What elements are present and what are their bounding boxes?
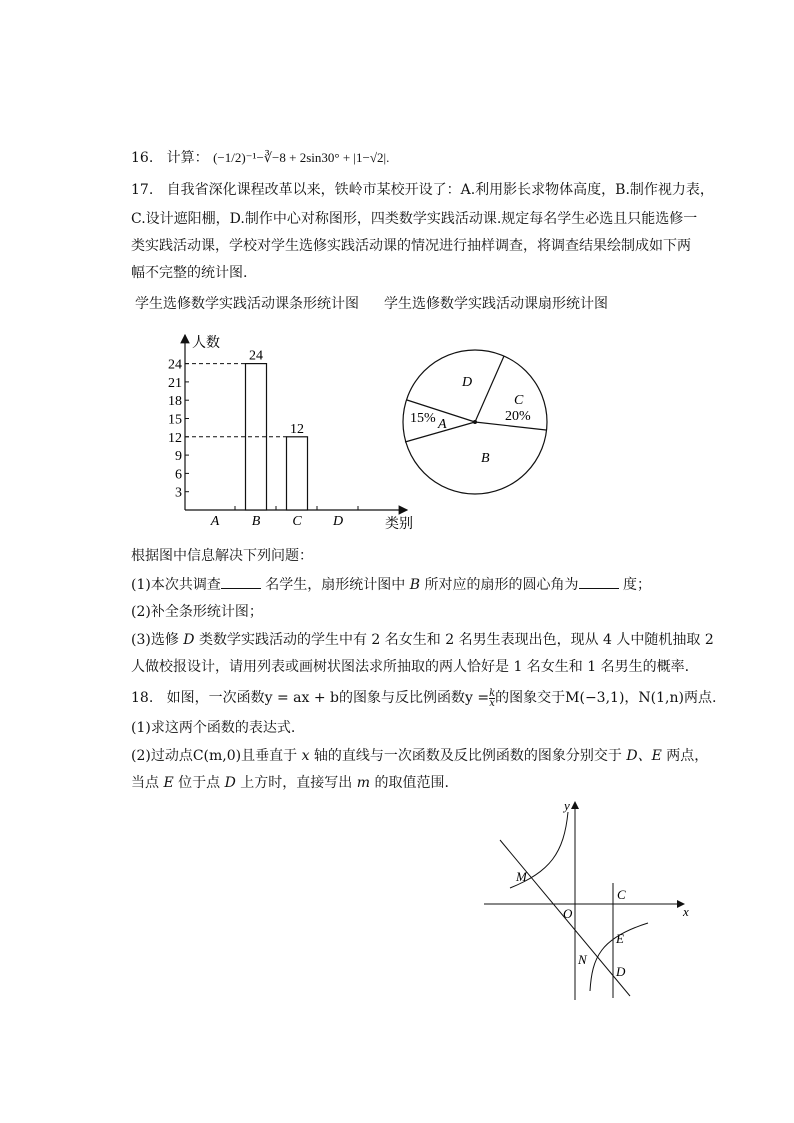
q17-sub3-a: (3)选修 <box>131 632 179 648</box>
y-tick-label: 3 <box>175 485 182 501</box>
q17-sub3-line2: 人做校报设计，请用列表或画树状图法求所抽取的两人恰好是 1 名女生和 1 名男生的概率. <box>131 659 690 675</box>
graph-label-m: M <box>516 869 527 884</box>
graph-label-o: O <box>563 906 573 921</box>
q17-text1: 自我省深化课程改革以来，铁岭市某校开设了：A.利用影长求物体高度，B.制作视力表， <box>166 182 714 198</box>
q18-sub2-b: 轴的直线与一次函数及反比例函数的图象分别交于 <box>313 748 622 764</box>
pie-slice-label-b: B <box>481 451 490 466</box>
y-tick-label: 9 <box>175 449 182 465</box>
y-tick-label: 15 <box>168 412 182 428</box>
answer-blank-angle[interactable] <box>579 576 619 589</box>
q16-label: 计算： <box>166 150 209 166</box>
q18-sub2-l2-b: 位于点 <box>178 775 221 791</box>
q18-sub2-l2-a: 当点 <box>131 775 159 791</box>
graph-label-d: D <box>616 964 626 979</box>
q18-fraction-den: x <box>489 697 495 709</box>
q17-line2: C.设计遮阳棚，D.制作中心对称图形，四类数学实践活动课.规定每名学生必选且只能选修一 <box>131 211 698 227</box>
y-tick-label: 6 <box>175 467 182 483</box>
q17-sub2: (2)补全条形统计图； <box>131 604 263 620</box>
q18-sub2-c: 两点， <box>666 748 709 764</box>
q17-number: 17. <box>131 182 154 198</box>
q18-sub2-a: (2)过动点C(m,0)且垂直于 <box>131 748 298 764</box>
q17-sub1 <box>131 575 651 595</box>
q16-number: 16. <box>131 150 154 166</box>
bar-chart-xlabel: 类别 <box>385 517 413 532</box>
y-tick-label: 24 <box>168 357 182 373</box>
pie-chart <box>398 346 554 498</box>
q18-number: 18. <box>131 690 154 706</box>
q18-sub2-x: x <box>301 748 310 764</box>
bar-chart-title: 学生选修数学实践活动课条形统计图 <box>135 296 359 312</box>
q17-sub3-c: 类数学实践活动的学生中有 2 名女生和 2 名男生表现出色，现从 4 人中随机抽取 2 <box>198 632 714 648</box>
pie-slice-label-d: D <box>462 375 473 390</box>
q16-expression: (−1/2)⁻¹−∛−8 + 2sin30° + |1−√2|. <box>213 150 390 165</box>
bar-chart-ylabel: 人数 <box>192 336 220 351</box>
q17-sub3 <box>131 630 714 650</box>
q17-sub3-b: D <box>183 632 195 648</box>
q18-sub2-l2-c: 上方时，直接写出 <box>240 775 353 791</box>
graph-label-c: C <box>617 887 626 902</box>
y-tick-label: 18 <box>168 394 182 410</box>
function-graph <box>480 798 700 1004</box>
q18-line1 <box>131 688 716 708</box>
pie-chart-title: 学生选修数学实践活动课扇形统计图 <box>384 296 608 312</box>
q17-line4: 幅不完整的统计图. <box>131 265 248 281</box>
q17-sub1-e: 度； <box>622 577 651 593</box>
q17-sub1-a: (1)本次共调查 <box>131 577 221 593</box>
q18-sub2-line2 <box>131 773 449 793</box>
graph-label-x: x <box>683 904 689 919</box>
graph-label-y: y <box>564 798 570 813</box>
q18-sub2 <box>131 746 708 766</box>
y-tick-label: 21 <box>168 375 182 391</box>
q17-sub1-b: 名学生，扇形统计图中 <box>265 577 406 593</box>
q18-sub2-l2-m: m <box>356 775 371 791</box>
q18-sub2-l2-D: D <box>224 775 236 791</box>
q16-line <box>131 148 389 168</box>
x-tick-label-c: C <box>292 514 302 529</box>
q17-line3: 类实践活动课，学校对学生选修实践活动课的情况进行抽样调查，将调查结果绘制成如下两 <box>131 238 691 254</box>
q18-text1b: 的图象交于M(−3,1)，N(1,n)两点. <box>495 690 717 706</box>
q18-sub2-l2-d: 的取值范围. <box>374 775 449 791</box>
q17-sub1-c: B <box>409 577 421 593</box>
q17-line1 <box>131 180 714 200</box>
q18-sub1: (1)求这两个函数的表达式. <box>131 720 296 736</box>
q18-fraction-num: k <box>489 687 496 699</box>
q18-sub2-de: D、E <box>626 748 662 764</box>
pie-divider-d-c <box>475 356 504 422</box>
bar-chart <box>155 325 425 535</box>
q18-sub2-l2-E: E <box>163 775 174 791</box>
q18-text1a: 如图，一次函数y = ax + b的图象与反比例函数y = <box>166 690 490 706</box>
answer-blank-count[interactable] <box>221 576 261 589</box>
q17-intro: 根据图中信息解决下列问题： <box>131 548 313 564</box>
pie-center-dot <box>473 420 477 424</box>
x-tick-label-a: A <box>210 514 220 529</box>
pie-slice-value-c: 20% <box>505 409 531 424</box>
x-tick-label-b: B <box>251 514 261 529</box>
bar-value-label-c: 12 <box>290 421 304 437</box>
bar-value-label-b: 24 <box>249 348 263 364</box>
pie-slice-label-c: C <box>514 393 524 408</box>
pie-slice-label-a: A <box>438 417 447 432</box>
x-tick-label-d: D <box>332 514 344 529</box>
bar-c <box>287 437 308 510</box>
y-tick-label: 12 <box>168 430 182 446</box>
graph-label-n: N <box>578 952 587 967</box>
q17-sub1-d: 所对应的扇形的圆心角为 <box>424 577 579 593</box>
pie-slice-value-a: 15% <box>410 411 436 426</box>
graph-label-e: E <box>616 931 624 946</box>
